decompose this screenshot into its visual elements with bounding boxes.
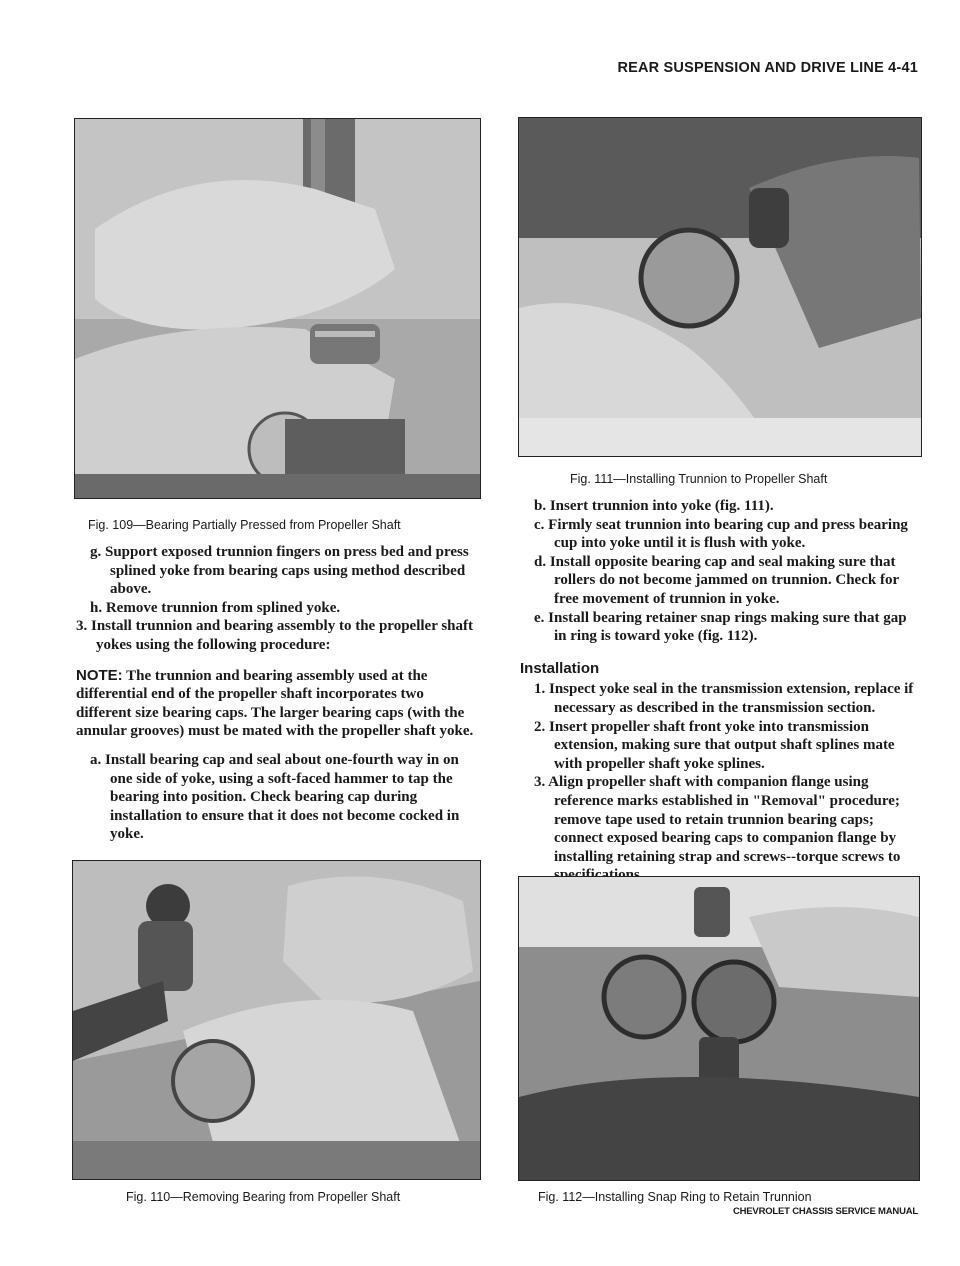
figure-112-photo	[518, 876, 920, 1181]
note-block	[76, 667, 478, 741]
step-e: e. Install bearing retainer snap rings making sure that gap in ring is toward yoke (fig. 112).	[534, 609, 907, 645]
figure-111-photo	[518, 117, 922, 457]
step-d: d. Install opposite bearing cap and seal making sure that rollers do not become jammed on trunnion. Check for free movement of trunnion in yoke.	[534, 553, 899, 607]
step-g: g. Support exposed trunnion fingers on press bed and press splined yoke from bearing caps using method described above.	[90, 544, 469, 598]
figure-110-photo	[72, 860, 481, 1180]
left-column	[76, 543, 478, 844]
step-3: 3. Install trunnion and bearing assembly to the propeller shaft yokes using the following procedure:	[76, 618, 473, 653]
figure-109-caption: Fig. 109—Bearing Partially Pressed from Propeller Shaft	[88, 518, 401, 532]
install-step-1: 1. Inspect yoke seal in the transmission extension, replace if necessary as described in the transmission section.	[534, 681, 914, 716]
figure-112-caption: Fig. 112—Installing Snap Ring to Retain Trunnion	[538, 1190, 812, 1204]
step-c: c. Firmly seat trunnion into bearing cup and press bearing cup into yoke until it is flush with yoke.	[534, 516, 908, 552]
installation-heading: Installation	[520, 659, 600, 677]
step-h: h. Remove trunnion from splined yoke.	[90, 599, 341, 616]
step-a: a. Install bearing cap and seal about one-fourth way in on one side of yoke, using a soft-faced hammer to tap the bearing into position. Check bearing cap during installation to ensure that it does not become cocked in yoke.	[90, 751, 460, 843]
step-b: b. Insert trunnion into yoke (fig. 111).	[534, 498, 774, 514]
figure-111-caption: Fig. 111—Installing Trunnion to Propeller Shaft	[570, 472, 828, 486]
page-footer: CHEVROLET CHASSIS SERVICE MANUAL	[732, 1206, 918, 1217]
figure-109-photo	[74, 118, 481, 499]
install-step-2: 2. Insert propeller shaft front yoke into transmission extension, making sure that output shaft splines mate with propeller shaft yoke splines.	[534, 718, 895, 772]
right-column	[520, 497, 922, 885]
install-step-3: 3. Align propeller shaft with companion flange using reference marks established in "Removal" procedure; remove tape used to retain trunnion bearing caps; connect exposed bearing caps to companion flange by installing retaining strap and screws--torque screws to	[534, 774, 901, 865]
page-header: REAR SUSPENSION AND DRIVE LINE 4-41	[617, 60, 918, 76]
figure-110-caption: Fig. 110—Removing Bearing from Propeller Shaft	[126, 1190, 401, 1204]
note-label: NOTE:	[76, 666, 123, 684]
note-text: The trunnion and bearing assembly used at the differential end of the propeller shaft incorporates two different size bearing caps. The larger bearing caps (with the annular grooves) must be mated with the propeller shaft yoke.	[76, 667, 474, 740]
